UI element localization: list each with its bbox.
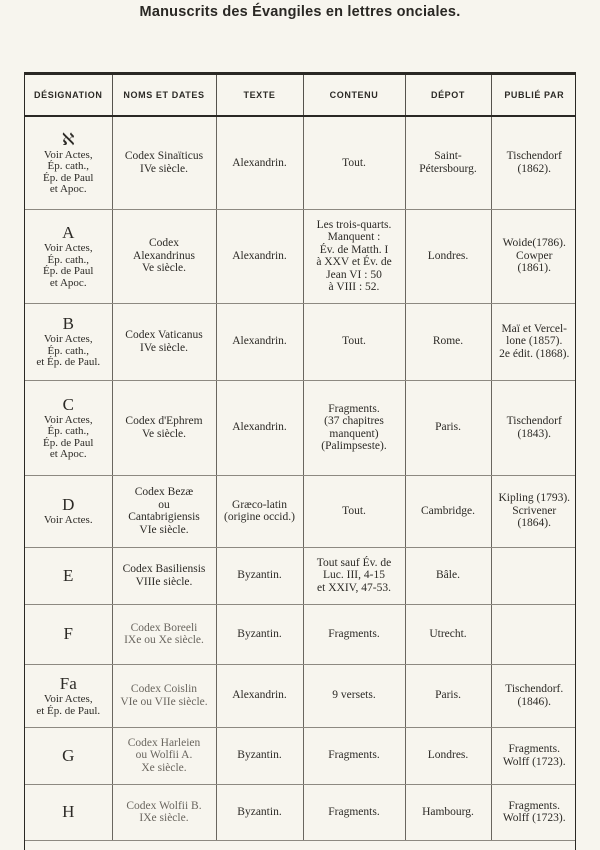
names-line: Codex Vaticanus [125, 329, 203, 341]
cell-text [216, 209, 303, 303]
cell-content [303, 209, 405, 303]
depot-line: Londres. [427, 749, 469, 762]
names-line: Codex d'Ephrem [125, 415, 203, 427]
cell-text [216, 784, 303, 840]
content-line: à VIII : 52. [328, 281, 380, 293]
cell-depot [405, 303, 491, 380]
cell-names-dates [112, 664, 216, 727]
cell-designation [25, 604, 112, 664]
cell-depot [405, 475, 491, 547]
cell-designation [25, 303, 112, 380]
page-title: Manuscrits des Évangiles en lettres onciales. [139, 4, 461, 20]
designation-note: Ép. de Paul [43, 436, 94, 449]
published-line: Wolff (1723). [502, 812, 566, 824]
depot-line: Cambridge. [421, 504, 475, 517]
cell-published [491, 475, 576, 547]
depot-line: Utrecht. [429, 627, 467, 640]
text-type: Alexandrin. [232, 689, 287, 702]
cell-designation [25, 380, 112, 475]
header-content: CONTENU [303, 75, 405, 116]
cell-designation [25, 209, 112, 303]
designation-note: Voir Actes, [43, 242, 93, 254]
depot-line: Pétersbourg. [419, 162, 477, 175]
cell-content [303, 727, 405, 784]
designation-letter: C [62, 394, 74, 414]
designation-note: et Apoc. [49, 448, 87, 460]
cell-depot [405, 784, 491, 840]
names-line: Codex [148, 237, 180, 250]
cell-names-dates [112, 727, 216, 784]
designation-note: Ép. de Paul [43, 265, 94, 277]
published-line: Tischendorf. [505, 683, 564, 695]
published-line: Cowper [516, 249, 553, 262]
names-line: ou Wolfii A. [135, 749, 193, 762]
designation-letter: ℵ [61, 129, 75, 149]
content-line: Fragments. [328, 805, 380, 818]
cell-published [491, 784, 576, 840]
cell-designation [25, 664, 112, 727]
published-line: lone (1857). [506, 335, 563, 348]
text-type: Alexandrin. [232, 156, 287, 169]
table-row [25, 664, 576, 727]
header-text: TEXTE [216, 75, 303, 116]
cell-names-dates [112, 303, 216, 380]
cell-names-dates [112, 547, 216, 604]
content-line: Év. de Matth. I [319, 243, 389, 256]
cell-text [216, 303, 303, 380]
names-line: Codex Sinaïticus [124, 150, 204, 163]
content-line: Tout. [342, 335, 366, 348]
published-line: Scrivener [512, 504, 557, 517]
content-line: Tout. [342, 156, 366, 169]
designation-note: Voir Actes, [43, 333, 93, 346]
cell-depot [405, 116, 491, 209]
cell-published [491, 380, 576, 475]
content-line: Jean VI : 50 [326, 268, 382, 281]
names-line: Codex Boreeli [130, 621, 198, 634]
content-line: Fragments. [328, 402, 380, 415]
table-row [25, 604, 576, 664]
designation-note: Ép. cath., [47, 160, 90, 173]
published-line: Fragments. [508, 743, 560, 755]
header-depot: DÉPOT [405, 75, 491, 116]
designation-letter: F [63, 624, 73, 643]
names-line: VIIIe siècle. [135, 575, 193, 588]
published-line: Maï et Vercel- [501, 322, 568, 335]
cell-content [303, 303, 405, 380]
designation-note: et Ép. de Paul. [36, 356, 101, 369]
names-line: IVe siècle. [140, 162, 188, 175]
designation-letter: H [62, 802, 75, 821]
designation-note: Ép. de Paul [43, 171, 94, 184]
published-line: 2e édit. (1868). [499, 347, 570, 360]
cell-published [491, 303, 576, 380]
cell-text [216, 547, 303, 604]
names-line: Cantabrigiensis [128, 511, 200, 523]
text-type: Byzantin. [237, 627, 282, 640]
text-type: Alexandrin. [232, 335, 287, 348]
published-line: Tischendorf [506, 150, 562, 163]
cell-names-dates [112, 116, 216, 209]
table-row [25, 547, 576, 604]
published-line: (1864). [517, 517, 552, 530]
names-line: Codex Basiliensis [122, 563, 206, 575]
content-line: Fragments. [328, 627, 380, 640]
cell-designation [25, 547, 112, 604]
text-type: Græco-latin (origine occid.) [224, 498, 295, 523]
cell-published [491, 727, 576, 784]
names-line: IVe siècle. [140, 341, 188, 354]
table-row [25, 475, 576, 547]
cell-designation [25, 475, 112, 547]
designation-letter: Fa [59, 674, 77, 693]
cell-text [216, 727, 303, 784]
cell-text [216, 664, 303, 727]
depot-line: Hambourg. [422, 805, 474, 818]
cell-depot [405, 209, 491, 303]
depot-line: Paris. [435, 421, 461, 434]
designation-note: Ép. cath., [47, 253, 90, 266]
designation-note: et Apoc. [49, 276, 87, 289]
designation-note: Voir Actes. [43, 514, 93, 527]
names-line: VIe siècle. [139, 523, 189, 536]
text-type: Byzantin. [237, 569, 282, 582]
published-line: (1861). [517, 262, 552, 275]
text-type: Alexandrin. [232, 421, 287, 434]
table-body [25, 116, 576, 840]
cell-published [491, 604, 576, 664]
text-type: Byzantin. [237, 805, 282, 818]
cell-names-dates [112, 209, 216, 303]
header-names-dates: NOMS ET DATES [112, 75, 216, 116]
cell-text [216, 475, 303, 547]
text-type: Alexandrin. [232, 249, 287, 262]
cell-names-dates [112, 475, 216, 547]
content-line: (Palimpseste). [321, 440, 387, 452]
cell-names-dates [112, 784, 216, 840]
table-row [25, 303, 576, 380]
designation-note: Voir Actes, [43, 413, 93, 426]
names-line: VIe ou VIIe siècle. [120, 695, 208, 708]
table-row [25, 209, 576, 303]
designation-note: Voir Actes, [43, 148, 93, 161]
cell-designation [25, 116, 112, 209]
text-type: Byzantin. [237, 749, 282, 762]
cell-text [216, 116, 303, 209]
cell-published [491, 547, 576, 604]
content-line: Tout sauf Év. de [316, 556, 392, 569]
published-line: Woide(1786). [502, 237, 566, 250]
manuscripts-table-frame [24, 72, 576, 850]
content-line: manquent) [329, 427, 379, 440]
designation-letter: E [63, 565, 74, 585]
cell-content [303, 116, 405, 209]
designation-note: Ép. cath., [47, 344, 90, 357]
cell-names-dates [112, 604, 216, 664]
names-line: Codex Harleien [127, 736, 201, 749]
designation-note: et Ép. de Paul. [36, 704, 101, 717]
names-line: Alexandrinus [133, 249, 195, 262]
designation-letter: A [62, 223, 75, 242]
names-line: ou [158, 498, 170, 511]
depot-line: Saint- [434, 150, 462, 163]
cell-published [491, 116, 576, 209]
names-line: IXe ou Xe siècle. [124, 634, 204, 646]
table-row [25, 727, 576, 784]
cell-text [216, 604, 303, 664]
published-line: Tischendorf [506, 415, 562, 427]
names-line: Codex Wolfii B. [126, 799, 202, 812]
cell-content [303, 784, 405, 840]
names-line: Codex Bezæ [134, 486, 194, 498]
table-header-row [25, 75, 576, 116]
designation-letter: D [62, 495, 75, 515]
table-row [25, 784, 576, 840]
content-line: Manquent : [327, 231, 381, 243]
content-line: 9 versets. [332, 689, 376, 702]
cell-published [491, 664, 576, 727]
content-line: Luc. III, 4-15 [323, 569, 385, 582]
cell-text [216, 380, 303, 475]
header-designation: DÉSIGNATION [25, 75, 112, 116]
content-line: à XXV et Év. de [316, 256, 392, 268]
content-line: Fragments. [328, 749, 380, 762]
content-line: (37 chapitres [324, 415, 384, 427]
names-line: Xe siècle. [141, 761, 187, 774]
published-line: (1862). [517, 162, 552, 175]
content-line: Tout. [342, 504, 366, 517]
published-line: Fragments. [508, 799, 560, 812]
cell-depot [405, 547, 491, 604]
published-line: Wolff (1723). [502, 755, 566, 768]
cell-content [303, 547, 405, 604]
depot-line: Paris. [435, 689, 461, 702]
manuscripts-table [25, 75, 576, 841]
cell-content [303, 604, 405, 664]
depot-line: Rome. [432, 335, 464, 348]
cell-designation [25, 784, 112, 840]
names-line: Ve siècle. [141, 262, 187, 275]
cell-depot [405, 604, 491, 664]
cell-content [303, 664, 405, 727]
designation-note: et Apoc. [49, 183, 87, 196]
cell-depot [405, 664, 491, 727]
designation-note: Voir Actes, [43, 693, 93, 705]
cell-content [303, 380, 405, 475]
cell-designation [25, 727, 112, 784]
published-line: Kipling (1793). [498, 492, 571, 505]
designation-note: Ép. cath., [47, 425, 90, 437]
cell-depot [405, 380, 491, 475]
names-line: Codex Coislin [130, 683, 198, 695]
depot-line: Londres. [427, 249, 469, 262]
names-line: IXe siècle. [139, 812, 189, 824]
cell-published [491, 209, 576, 303]
published-line: (1846). [517, 695, 552, 708]
published-line: (1843). [517, 427, 552, 440]
table-row [25, 380, 576, 475]
cell-content [303, 475, 405, 547]
cell-depot [405, 727, 491, 784]
content-line: Les trois-quarts. [316, 218, 392, 231]
header-published-by: PUBLIÉ PAR [491, 75, 576, 116]
designation-letter: B [62, 314, 74, 334]
designation-letter: G [62, 745, 75, 765]
content-line: et XXIV, 47-53. [317, 581, 391, 594]
cell-names-dates [112, 380, 216, 475]
table-row [25, 116, 576, 209]
depot-line: Bâle. [436, 569, 460, 582]
names-line: Ve siècle. [141, 427, 187, 440]
